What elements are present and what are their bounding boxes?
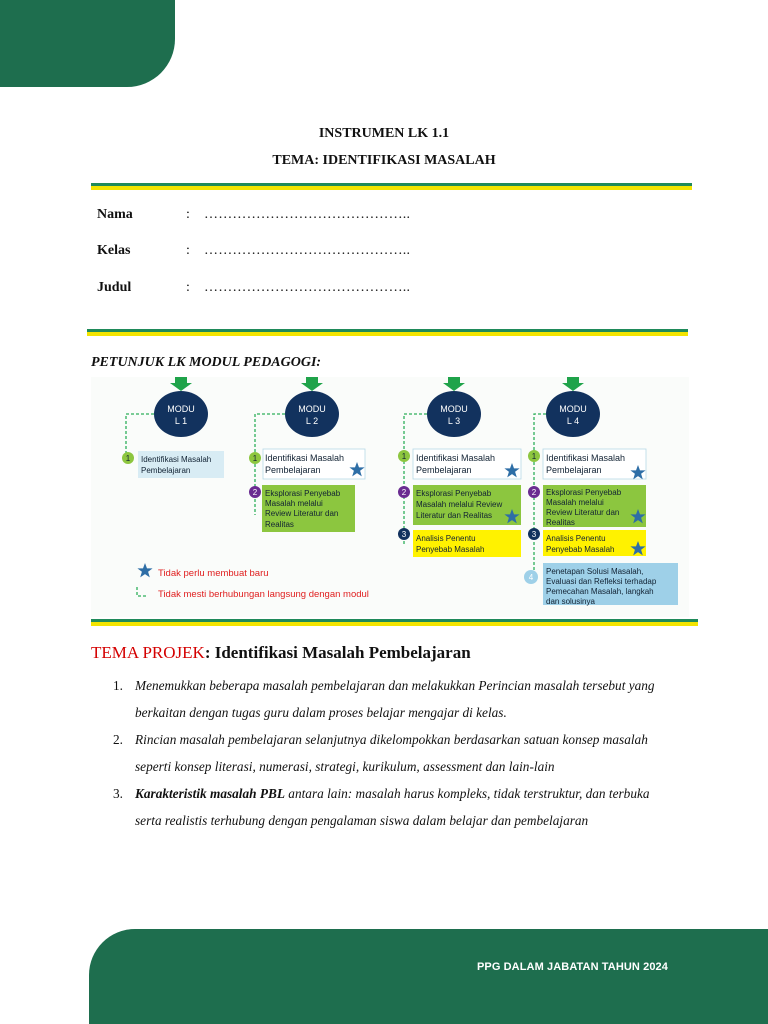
svg-text:Realitas: Realitas xyxy=(265,520,294,529)
list-text: Rincian masalah pembelajaran selanjutnya dikelompokkan berdasarkan satuan konsep masalah seperti konsep literasi, numerasi, strategi, kurikulum, assessment dan lain-lain xyxy=(135,732,648,774)
svg-text:Analisis Penentu: Analisis Penentu xyxy=(416,534,476,543)
list-bold-text: Karakteristik masalah PBL xyxy=(135,786,285,801)
document-title: INSTRUMEN LK 1.1 xyxy=(318,126,450,141)
svg-text:3: 3 xyxy=(401,530,407,539)
instructions-heading: PETUNJUK LK MODUL PEDAGOGI: xyxy=(91,355,322,370)
field-label: Judul xyxy=(97,280,132,295)
module-1-badge xyxy=(154,391,208,437)
divider-bottom xyxy=(91,619,698,626)
svg-text:Pemecahan Masalah, langkah: Pemecahan Masalah, langkah xyxy=(546,587,654,596)
svg-text:1: 1 xyxy=(252,454,258,463)
svg-text:L 2: L 2 xyxy=(305,416,319,426)
footer-band xyxy=(89,929,768,1024)
corner-decoration xyxy=(0,0,175,87)
svg-text:dan solusinya: dan solusinya xyxy=(546,597,595,606)
field-colon: : xyxy=(186,243,190,258)
step-text: Identifikasi Masalah xyxy=(141,455,212,464)
svg-text:1: 1 xyxy=(401,452,407,461)
svg-text:3: 3 xyxy=(531,530,537,539)
list-item xyxy=(113,780,673,834)
list-number: 3. xyxy=(113,786,123,801)
field-colon: : xyxy=(186,207,190,222)
list-text: antara lain: masalah harus kompleks, tidak terstruktur, dan terbuka serta realistis terhubung dengan pengalaman siswa dalam belajar dan pembelajaran xyxy=(135,786,650,828)
svg-text:Review Literatur dan: Review Literatur dan xyxy=(265,509,339,518)
svg-text:2: 2 xyxy=(531,488,537,497)
svg-text:Masalah melalui Review: Masalah melalui Review xyxy=(416,500,503,509)
task-list xyxy=(113,672,673,834)
svg-text:Evaluasi dan Refleksi terhadap: Evaluasi dan Refleksi terhadap xyxy=(546,577,657,586)
svg-text:Identifikasi Masalah: Identifikasi Masalah xyxy=(546,453,626,463)
svg-text:Penyebab Masalah: Penyebab Masalah xyxy=(416,545,485,554)
field-value[interactable]: …………………………………….. xyxy=(204,207,411,222)
svg-text:MODU: MODU xyxy=(559,404,587,414)
svg-text:Masalah melalui: Masalah melalui xyxy=(265,499,323,508)
footer-text: PPG DALAM JABATAN TAHUN 2024 xyxy=(476,961,668,973)
project-theme-label: TEMA PROJEK xyxy=(91,643,205,662)
svg-text:Realitas: Realitas xyxy=(546,518,575,527)
svg-text:Pembelajaran: Pembelajaran xyxy=(546,465,602,475)
svg-text:Review Literatur dan: Review Literatur dan xyxy=(546,508,620,517)
field-value[interactable]: …………………………………….. xyxy=(204,280,411,295)
field-value[interactable]: …………………………………….. xyxy=(204,243,411,258)
module-label: MODU xyxy=(167,404,195,414)
svg-text:Literatur dan Realitas: Literatur dan Realitas xyxy=(416,511,493,520)
field-kelas[interactable] xyxy=(97,243,411,261)
project-theme-text: : Identifikasi Masalah Pembelajaran xyxy=(204,643,471,662)
module-flow-diagram xyxy=(91,377,689,617)
module-3-badge xyxy=(427,391,481,437)
divider-top xyxy=(91,183,692,190)
svg-text:Eksplorasi Penyebab: Eksplorasi Penyebab xyxy=(265,489,341,498)
field-judul[interactable] xyxy=(97,280,411,298)
list-text: Menemukkan beberapa masalah pembelajaran dan melakukkan Perincian masalah tersebut yang berkaitan dengan tugas guru dalam proses belajar mengajar di kelas. xyxy=(135,678,655,720)
svg-text:1: 1 xyxy=(531,452,537,461)
svg-text:Pembelajaran: Pembelajaran xyxy=(416,465,472,475)
svg-text:4: 4 xyxy=(528,573,534,582)
legend-star-text: Tidak perlu membuat baru xyxy=(158,568,269,579)
svg-text:Identifikasi Masalah: Identifikasi Masalah xyxy=(265,453,345,463)
svg-text:Analisis Penentu: Analisis Penentu xyxy=(546,534,606,543)
field-nama[interactable] xyxy=(97,207,411,225)
divider-middle xyxy=(87,329,688,336)
field-label: Nama xyxy=(97,207,133,222)
list-item xyxy=(113,672,673,726)
svg-text:MODU: MODU xyxy=(440,404,468,414)
field-colon: : xyxy=(186,280,190,295)
svg-text:L 4: L 4 xyxy=(566,416,580,426)
list-number: 2. xyxy=(113,732,123,747)
module-4-badge xyxy=(546,391,600,437)
legend-dashed-text: Tidak mesti berhubungan langsung dengan modul xyxy=(158,589,369,600)
svg-text:1: 1 xyxy=(125,454,131,463)
step-text: Pembelajaran xyxy=(141,466,191,475)
svg-text:L 3: L 3 xyxy=(447,416,461,426)
svg-text:Identifikasi Masalah: Identifikasi Masalah xyxy=(416,453,496,463)
svg-text:Eksplorasi Penyebab: Eksplorasi Penyebab xyxy=(416,489,492,498)
module-2-badge xyxy=(285,391,339,437)
svg-text:Masalah melalui: Masalah melalui xyxy=(546,498,604,507)
svg-text:2: 2 xyxy=(401,488,407,497)
list-number: 1. xyxy=(113,678,123,693)
svg-text:Penyebab Masalah: Penyebab Masalah xyxy=(546,545,615,554)
svg-text:MODU: MODU xyxy=(298,404,326,414)
svg-text:Penetapan Solusi Masalah,: Penetapan Solusi Masalah, xyxy=(546,567,644,576)
document-subtitle: TEMA: IDENTIFIKASI MASALAH xyxy=(272,153,496,168)
field-label: Kelas xyxy=(97,243,131,258)
project-theme xyxy=(91,643,471,663)
svg-text:Eksplorasi Penyebab: Eksplorasi Penyebab xyxy=(546,488,622,497)
list-item xyxy=(113,726,673,780)
module-label: L 1 xyxy=(174,416,188,426)
svg-text:2: 2 xyxy=(252,488,258,497)
svg-text:Pembelajaran: Pembelajaran xyxy=(265,465,321,475)
